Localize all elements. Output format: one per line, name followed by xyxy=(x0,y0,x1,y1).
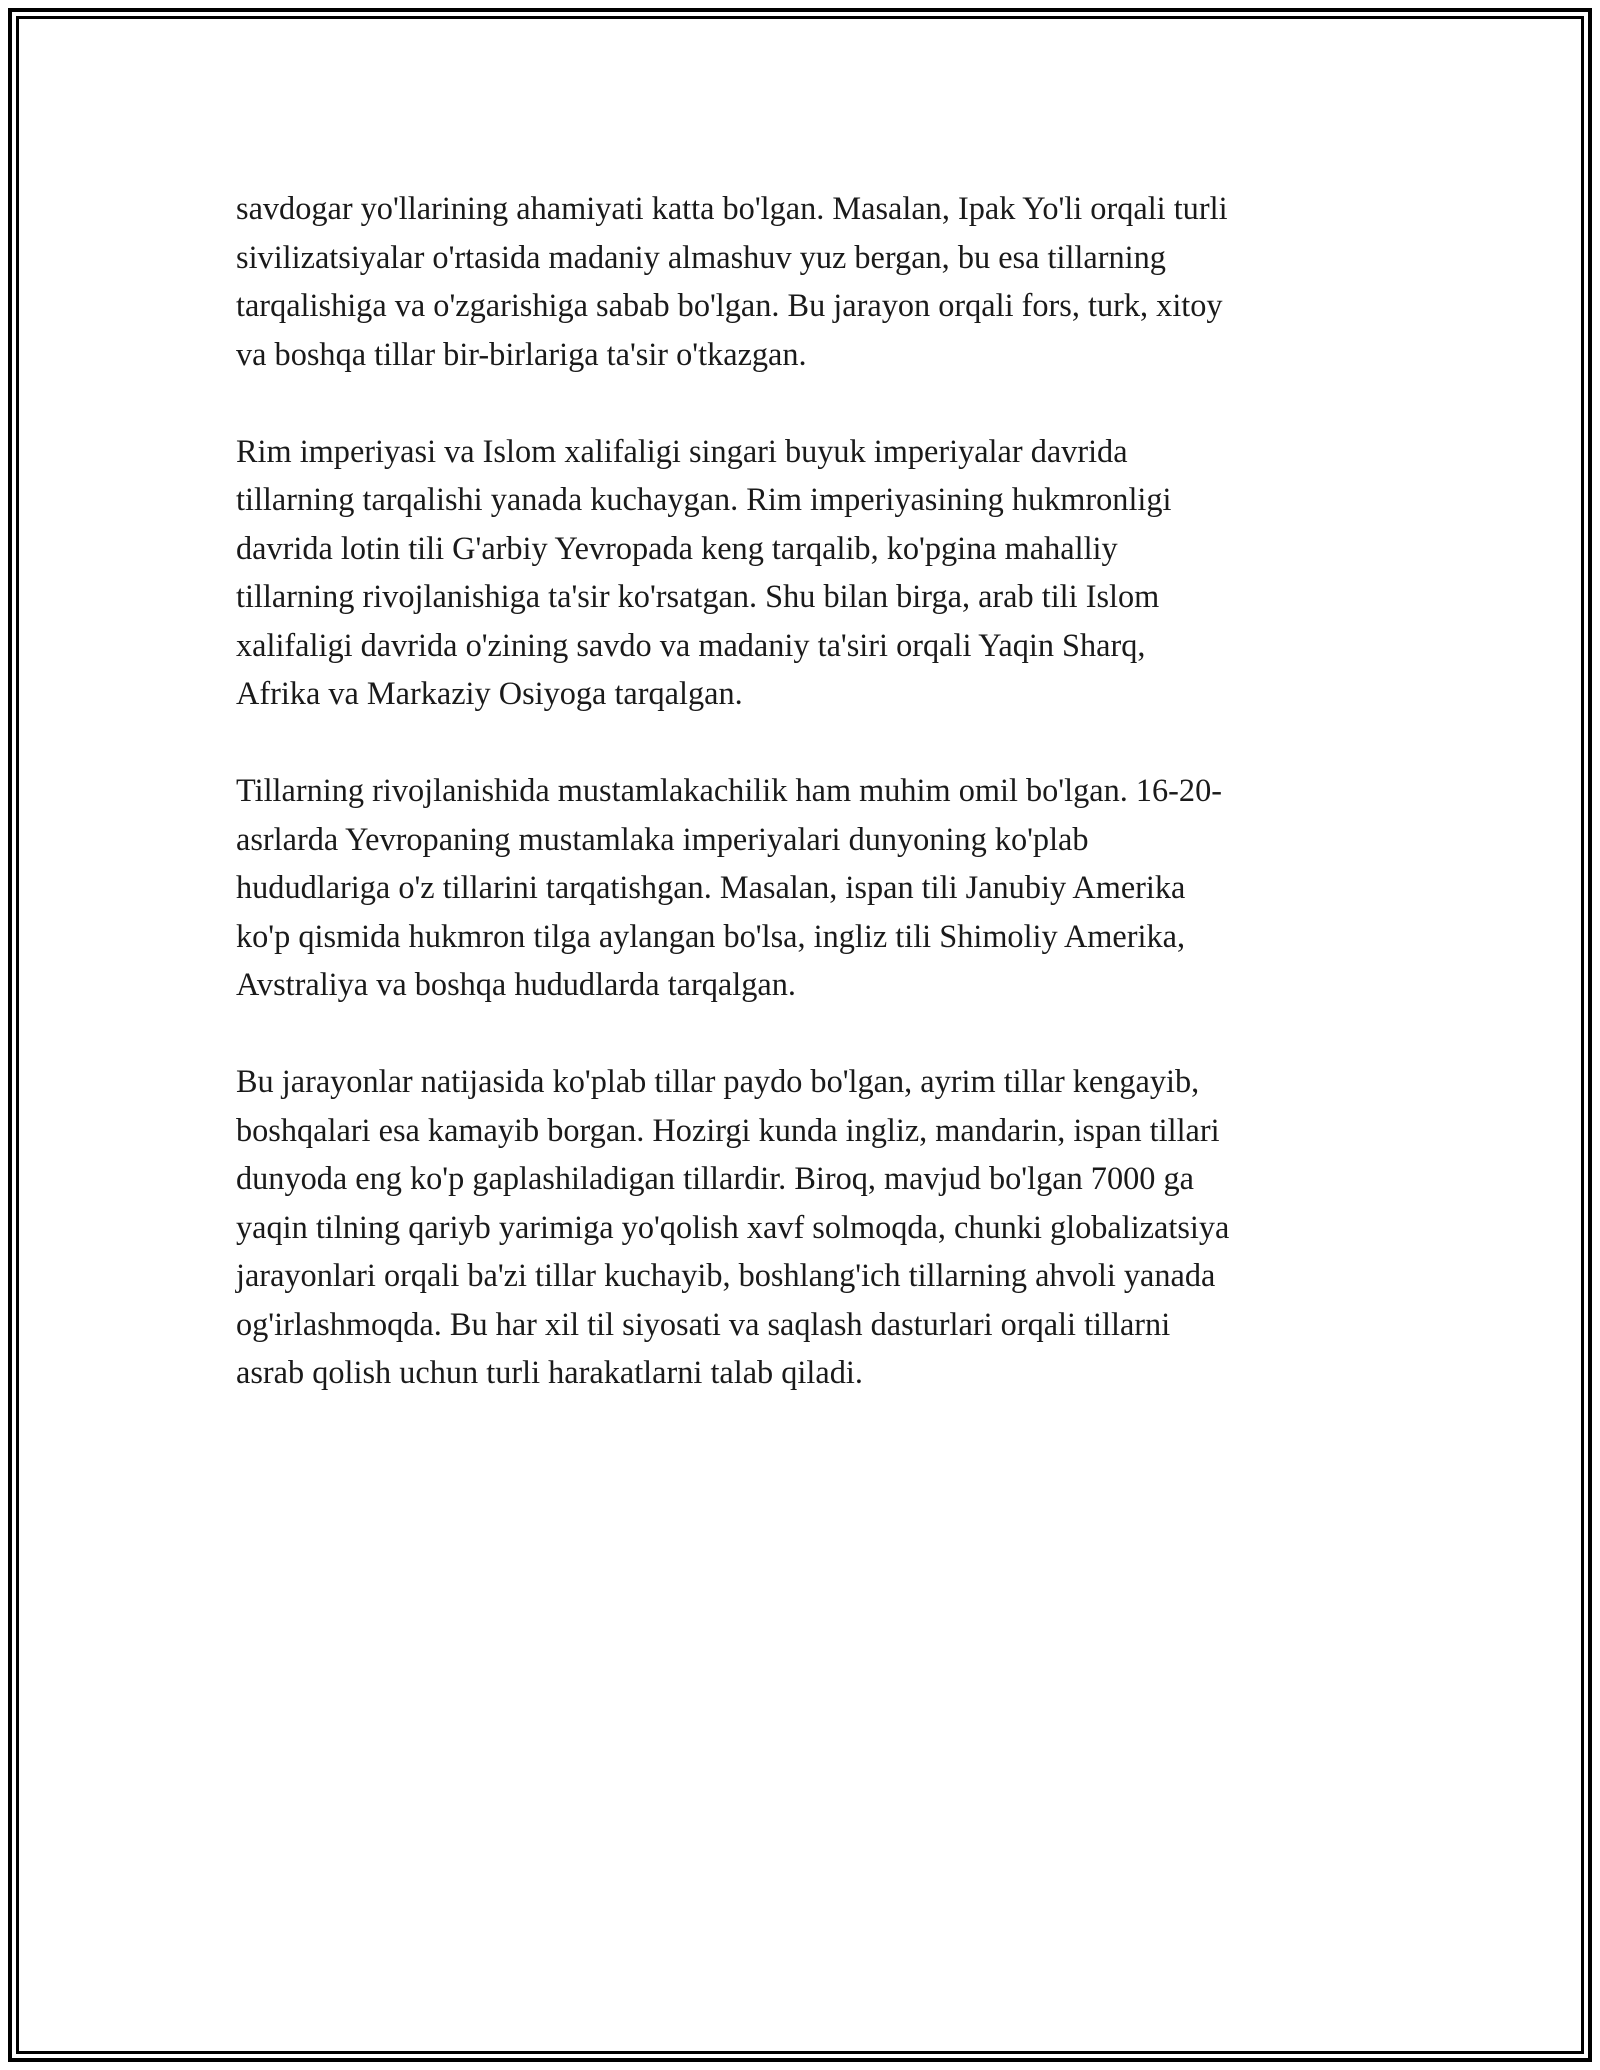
text-line: Tillarning rivojlanishida mustamlakachilik ham muhim omil bo'lgan. 16-20- xyxy=(236,772,1222,808)
paragraph-1 xyxy=(236,184,1396,378)
text-line: va boshqa tillar bir-birlariga ta'sir o'tkazgan. xyxy=(236,335,807,372)
text-line: xalifaligi davrida o'zining savdo va madaniy ta'siri orqali Yaqin Sharq, xyxy=(236,626,1146,663)
text-line: davrida lotin tili G'arbiy Yevropada keng tarqalib, ko'pgina mahalliy xyxy=(236,529,1118,566)
text-line: jarayonlari orqali ba'zi tillar kuchayib, boshlang'ich tillarning ahvoli yanada xyxy=(236,1257,1216,1293)
text-line: ko'p qismida hukmron tilga aylangan bo'lsa, ingliz tili Shimoliy Amerika, xyxy=(236,917,1186,954)
text-line: dunyoda eng ko'p gaplashiladigan tillardir. Biroq, mavjud bo'lgan 7000 ga xyxy=(236,1160,1194,1196)
text-line: Bu jarayonlar natijasida ko'plab tillar paydo bo'lgan, ayrim tillar kengayib, xyxy=(236,1063,1200,1099)
text-line: og'irlashmoqda. Bu har xil til siyosati va saqlash dasturlari orqali tillarni xyxy=(236,1305,1171,1342)
paragraph-3 xyxy=(236,766,1396,1009)
text-line: tillarning rivojlanishiga ta'sir ko'rsatgan. Shu bilan birga, arab tili Islom xyxy=(236,578,1160,614)
text-line: sivilizatsiyalar o'rtasida madaniy almashuv yuz bergan, bu esa tillarning xyxy=(236,238,1166,275)
paragraph-2 xyxy=(236,427,1396,718)
text-line: Afrika va Markaziy Osiyoga tarqalgan. xyxy=(236,675,743,711)
text-line: savdogar yo'llarining ahamiyati katta bo'lgan. Masalan, Ipak Yo'li orqali turli xyxy=(236,190,1228,226)
text-line: asrlarda Yevropaning mustamlaka imperiyalari dunyoning ko'plab xyxy=(236,820,1089,857)
document-body xyxy=(236,184,1396,1445)
text-line: hududlariga o'z tillarini tarqatishgan. Masalan, ispan tili Janubiy Amerika xyxy=(236,869,1186,905)
text-line: boshqalari esa kamayib borgan. Hozirgi kunda ingliz, mandarin, ispan tillari xyxy=(236,1111,1220,1148)
text-line: yaqin tilning qariyb yarimiga yo'qolish xavf solmoqda, chunki globalizatsiya xyxy=(236,1208,1230,1245)
paragraph-4 xyxy=(236,1057,1396,1397)
text-line: Rim imperiyasi va Islom xalifaligi singari buyuk imperiyalar davrida xyxy=(236,432,1128,469)
text-line: tillarning tarqalishi yanada kuchaygan. Rim imperiyasining hukmronligi xyxy=(236,481,1172,517)
text-line: tarqalishiga va o'zgarishiga sabab bo'lgan. Bu jarayon orqali fors, turk, xitoy xyxy=(236,287,1223,323)
text-line: asrab qolish uchun turli harakatlarni talab qiladi. xyxy=(236,1354,863,1390)
text-line: Avstraliya va boshqa hududlarda tarqalgan. xyxy=(236,966,796,1002)
